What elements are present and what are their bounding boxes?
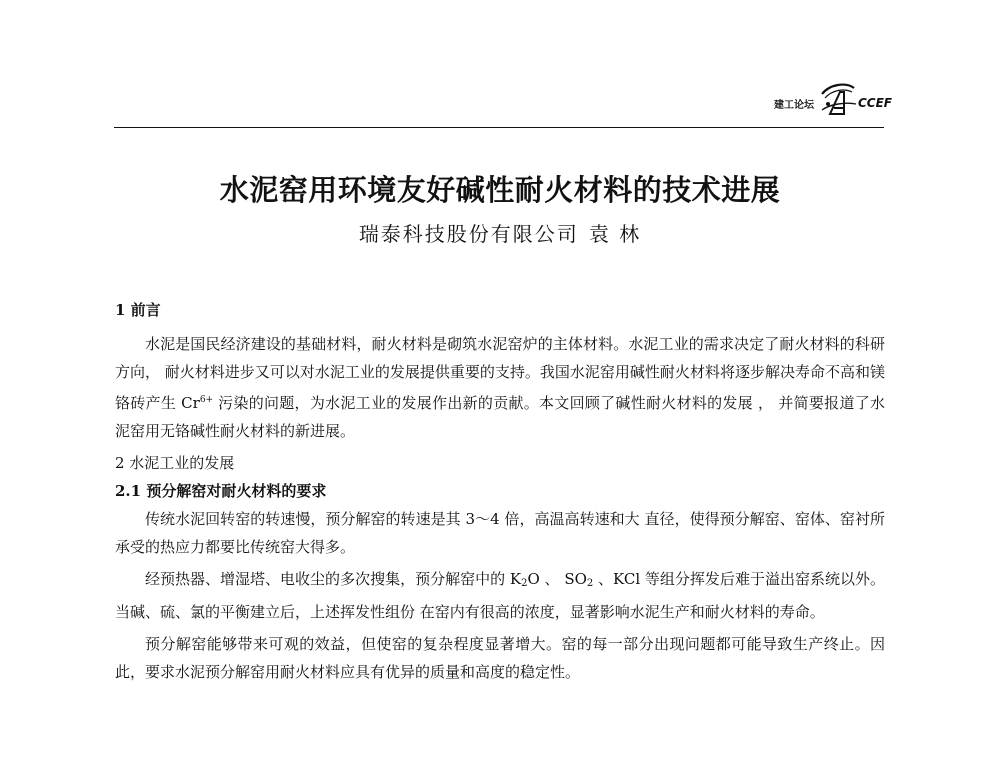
logo-cn-text: 建工论坛 [773, 99, 814, 111]
paragraph-stability: 预分解窑能够带来可观的效益，但使窑的复杂程度显著增大。窑的每一部分出现问题都可能导致生产终止。因此，要求水泥预分解窑用耐火材料应具有优异的质量和高度的稳定性。 [115, 635, 885, 681]
logo-emblem-icon [816, 80, 858, 120]
paragraph-intro-text-b: 污染的问题，为水泥工业的发展作出新的贡献。本文回顾了碱性耐火材料的发展 ， 并简要报道了水泥窑用无铬碱性耐火材料的新进展。 [115, 394, 886, 440]
section-heading-1: 1 前言 [115, 301, 161, 319]
document-title: 水泥窑用环境友好碱性耐火材料的技术进展 [219, 173, 781, 207]
journal-logo [774, 78, 892, 122]
paragraph-kiln-speed: 传统水泥回转窑的转速慢，预分解窑的转速是其 3～4 倍，高温高转速和大 直径，使得预分解窑、窑体、窑衬所承受的热应力都要比传统窑大得多。 [115, 510, 885, 556]
so2-subscript: 2 [586, 578, 594, 589]
byline [0, 218, 1000, 247]
chromium-superscript: 6+ [199, 395, 214, 405]
paragraph-volatiles [115, 565, 885, 626]
section-heading-2: 2 水泥工业的发展 [115, 454, 235, 472]
paragraph-volatiles-text-c: 、KCl 等组分挥发后难于溢出窑系统以外。当碱、硫、氯的平衡建立后，上述挥发性组份 在窑内有很高的浓度，显著影响水泥生产和耐火材料的寿命。 [115, 570, 885, 621]
byline-company: 瑞泰科技股份有限公司 [358, 222, 579, 246]
paragraph-volatiles-text-b: O 、 SO [527, 570, 587, 588]
k2o-subscript: 2 [521, 578, 528, 589]
document-body [115, 296, 885, 690]
header-divider [114, 127, 884, 128]
subsection-heading-2-1: 2.1 预分解窑对耐火材料的要求 [115, 482, 327, 500]
paragraph-volatiles-text-a: 经预热器、增湿塔、电收尘的多次搜集，预分解窑中的 K [145, 570, 522, 588]
paragraph-intro-text-a: 水泥是国民经济建设的基础材料，耐火材料是砌筑水泥窑炉的主体材料。水泥工业的需求决定了耐火材料的科研方向， 耐火材料进步又可以对水泥工业的发展提供重要的支持。我国水泥窑用碱性耐火材料将逐步解决寿命不高和镁铬砖产生 Cr [115, 335, 885, 412]
logo-en-text: CCEF [857, 96, 892, 110]
byline-author: 袁 林 [588, 222, 642, 246]
paragraph-intro [115, 330, 885, 445]
